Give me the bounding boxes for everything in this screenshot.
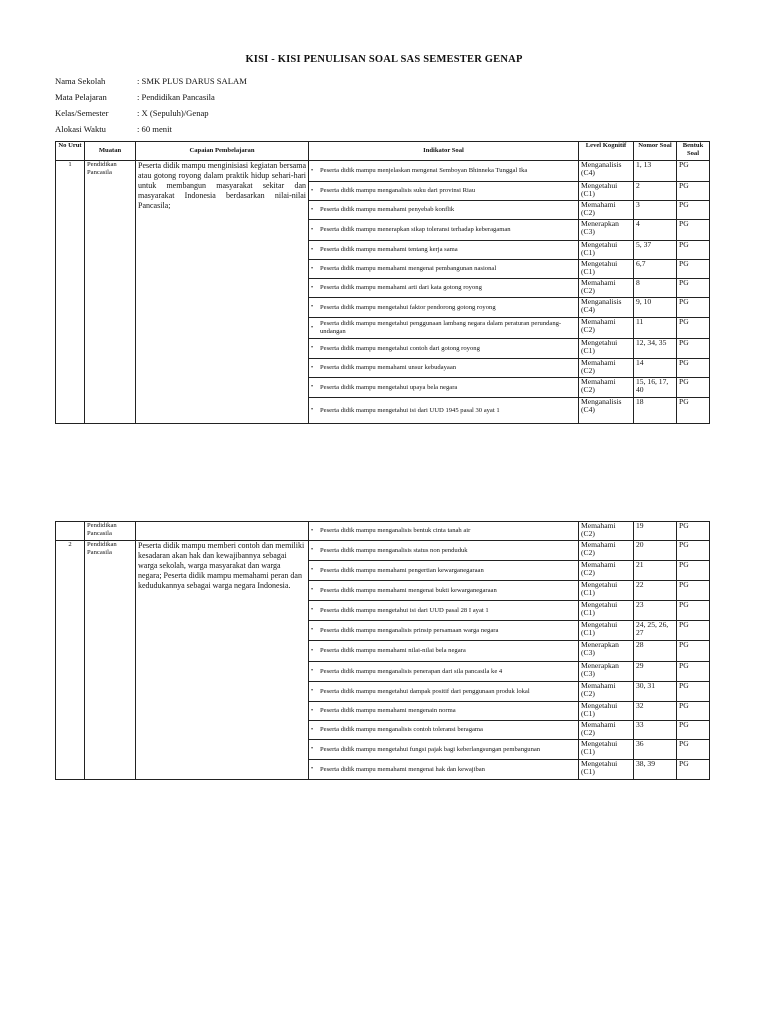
bullet-icon: • <box>311 246 314 253</box>
nomor-cell: 4 <box>634 220 677 241</box>
level-cell: Mengetahui (C1) <box>579 241 634 260</box>
nomor-cell: 20 <box>634 541 677 561</box>
meta-row-school <box>55 76 247 92</box>
level-cell: Mengetahui (C1) <box>579 760 634 780</box>
capaian-cell-empty <box>136 522 309 541</box>
level-cell: Memahami (C2) <box>579 561 634 581</box>
bentuk-cell: PG <box>677 241 710 260</box>
indicator-item <box>311 345 576 353</box>
indicator-cell <box>309 398 579 424</box>
bentuk-cell: PG <box>677 662 710 682</box>
meta-row-class <box>55 108 247 124</box>
table-row <box>56 522 710 541</box>
table-row <box>56 541 710 561</box>
bullet-icon: • <box>311 384 314 391</box>
nomor-cell: 2 <box>634 182 677 201</box>
level-cell: Memahami (C2) <box>579 522 634 541</box>
indicator-cell <box>309 621 579 641</box>
meta-label: Nama Sekolah <box>55 76 106 86</box>
bentuk-cell: PG <box>677 318 710 339</box>
indicator-cell <box>309 740 579 760</box>
indicator-text: Peserta didik mampu menganalisis contoh toleransi beragama <box>320 726 483 734</box>
indicator-item <box>311 167 576 175</box>
bullet-icon: • <box>311 766 314 773</box>
indicator-item <box>311 627 576 635</box>
indicator-item <box>311 226 576 234</box>
level-cell: Mengetahui (C1) <box>579 581 634 601</box>
indicator-cell <box>309 161 579 182</box>
indicator-item <box>311 384 576 392</box>
nomor-cell: 15, 16, 17, 40 <box>634 378 677 398</box>
indicator-cell <box>309 601 579 621</box>
level-cell: Mengetahui (C1) <box>579 702 634 721</box>
indicator-item <box>311 607 576 615</box>
meta-value: : 60 menit <box>137 124 172 134</box>
indicator-text: Peserta didik mampu menganalisis prinsip persamaan warga negara <box>320 626 499 634</box>
header-level: Level Kognitif <box>579 142 634 161</box>
nomor-cell: 14 <box>634 359 677 378</box>
indicator-text: Peserta didik mampu menerapkan sikap toleransi terhadap keberagaman <box>320 226 511 234</box>
bullet-icon: • <box>311 587 314 594</box>
table-row <box>56 161 710 182</box>
meta-value: : SMK PLUS DARUS SALAM <box>137 76 247 86</box>
document-meta <box>55 76 247 140</box>
indicator-text: Peserta didik mampu mengetahui penggunaan lambang negara dalam peraturan perundang-undangan <box>320 320 562 335</box>
bentuk-cell: PG <box>677 581 710 601</box>
bullet-icon: • <box>311 226 314 233</box>
bullet-icon: • <box>311 647 314 654</box>
indicator-text: Peserta didik mampu memahami arti dari kata gotong royong <box>320 284 482 292</box>
indicator-text: Peserta didik mampu mengetahui fungsi pajak bagi keberlangsungan pembangunan <box>320 745 541 753</box>
indicator-item <box>311 707 576 715</box>
bullet-icon: • <box>311 265 314 272</box>
bentuk-cell: PG <box>677 201 710 220</box>
bullet-icon: • <box>311 324 314 331</box>
indicator-text: Peserta didik mampu menganalisis penerapan dari sila pancasila ke 4 <box>320 667 503 675</box>
indicator-cell <box>309 182 579 201</box>
bentuk-cell: PG <box>677 561 710 581</box>
indicator-text: Peserta didik mampu memahami mengenai pembangunan nasional <box>320 265 497 273</box>
grid-table-1 <box>55 141 710 424</box>
bentuk-cell: PG <box>677 760 710 780</box>
bentuk-cell: PG <box>677 220 710 241</box>
nomor-cell: 19 <box>634 522 677 541</box>
meta-row-subject <box>55 92 247 108</box>
indicator-cell <box>309 541 579 561</box>
nomor-cell: 5, 37 <box>634 241 677 260</box>
table-header-row <box>56 142 710 161</box>
nomor-cell: 30, 31 <box>634 682 677 702</box>
level-cell: Memahami (C2) <box>579 541 634 561</box>
bentuk-cell: PG <box>677 161 710 182</box>
level-cell: Memahami (C2) <box>579 378 634 398</box>
bullet-icon: • <box>311 407 314 414</box>
indicator-text: Peserta didik mampu memahami tentang kerja sama <box>320 246 458 254</box>
indicator-item <box>311 246 576 254</box>
indicator-item <box>311 688 576 696</box>
indicator-text: Peserta didik mampu mengetahui isi dari UUD 1945 pasal 30 ayat 1 <box>320 406 500 414</box>
nomor-cell: 11 <box>634 318 677 339</box>
bullet-icon: • <box>311 688 314 695</box>
indicator-cell <box>309 201 579 220</box>
nomor-cell: 21 <box>634 561 677 581</box>
header-no: No Urut <box>56 142 85 161</box>
bentuk-cell: PG <box>677 279 710 298</box>
level-cell: Memahami (C2) <box>579 721 634 740</box>
indicator-cell <box>309 339 579 359</box>
bentuk-cell: PG <box>677 298 710 318</box>
indicator-cell <box>309 581 579 601</box>
row-number-empty <box>56 522 85 541</box>
meta-value: : Pendidikan Pancasila <box>137 92 215 102</box>
level-cell: Menerapkan (C3) <box>579 220 634 241</box>
nomor-cell: 29 <box>634 662 677 682</box>
indicator-text: Peserta didik mampu menjelaskan mengenai Semboyan Bhinneka Tunggal Ika <box>320 167 528 175</box>
indicator-item <box>311 304 576 312</box>
nomor-cell: 1, 13 <box>634 161 677 182</box>
indicator-text: Peserta didik mampu mengetahui faktor pendorong gotong royong <box>320 303 496 311</box>
indicator-item <box>311 265 576 273</box>
nomor-cell: 12, 34, 35 <box>634 339 677 359</box>
muatan-cell: Pendidikan Pancasila <box>85 541 136 780</box>
bentuk-cell: PG <box>677 359 710 378</box>
bentuk-cell: PG <box>677 182 710 201</box>
level-cell: Memahami (C2) <box>579 279 634 298</box>
level-cell: Memahami (C2) <box>579 318 634 339</box>
indicator-cell <box>309 318 579 339</box>
header-muatan: Muatan <box>85 142 136 161</box>
indicator-text: Peserta didik mampu menganalisis bentuk cinta tanah air <box>320 527 471 535</box>
bentuk-cell: PG <box>677 541 710 561</box>
indicator-cell <box>309 721 579 740</box>
muatan-cell: Pendidikan Pancasila <box>85 161 136 424</box>
bullet-icon: • <box>311 668 314 675</box>
nomor-cell: 8 <box>634 279 677 298</box>
indicator-item <box>311 320 576 335</box>
level-cell: Mengetahui (C1) <box>579 260 634 279</box>
indicator-cell <box>309 760 579 780</box>
level-cell: Memahami (C2) <box>579 359 634 378</box>
meta-value: : X (Sepuluh)/Genap <box>137 108 209 118</box>
bentuk-cell: PG <box>677 339 710 359</box>
bullet-icon: • <box>311 726 314 733</box>
indicator-item <box>311 364 576 372</box>
nomor-cell: 6,7 <box>634 260 677 279</box>
level-cell: Mengetahui (C1) <box>579 621 634 641</box>
indicator-text: Peserta didik mampu memahami penyebab konflik <box>320 206 455 214</box>
indicator-cell <box>309 241 579 260</box>
indicator-text: Peserta didik mampu memahami mengenain norma <box>320 707 456 715</box>
indicator-text: Peserta didik mampu mengetahui contoh dari gotong royong <box>320 344 480 352</box>
indicator-text: Peserta didik mampu mengetahui isi dari UUD pasal 28 I ayat 1 <box>320 606 489 614</box>
indicator-item <box>311 284 576 292</box>
indicator-text: Peserta didik mampu memahami mengenai bukti kewarganegaraan <box>320 586 497 594</box>
indicator-cell <box>309 378 579 398</box>
bentuk-cell: PG <box>677 682 710 702</box>
header-nomor: Nomor Soal <box>634 142 677 161</box>
level-cell: Menganalisis (C4) <box>579 398 634 424</box>
indicator-text: Peserta didik mampu memahami unsur kebudayaan <box>320 364 457 372</box>
bullet-icon: • <box>311 567 314 574</box>
nomor-cell: 24, 25, 26, 27 <box>634 621 677 641</box>
bullet-icon: • <box>311 284 314 291</box>
nomor-cell: 18 <box>634 398 677 424</box>
bentuk-cell: PG <box>677 522 710 541</box>
indicator-cell <box>309 702 579 721</box>
indicator-cell <box>309 662 579 682</box>
indicator-text: Peserta didik mampu memahami nilai-nilai bela negara <box>320 647 466 655</box>
indicator-item <box>311 746 576 754</box>
row-number: 1 <box>56 161 85 424</box>
bullet-icon: • <box>311 364 314 371</box>
indicator-item <box>311 668 576 676</box>
indicator-cell <box>309 522 579 541</box>
indicator-text: Peserta didik mampu mengetahui upaya bela negara <box>320 383 458 391</box>
bullet-icon: • <box>311 746 314 753</box>
nomor-cell: 38, 39 <box>634 760 677 780</box>
indicator-cell <box>309 220 579 241</box>
bullet-icon: • <box>311 187 314 194</box>
indicator-item <box>311 187 576 195</box>
bullet-icon: • <box>311 707 314 714</box>
bullet-icon: • <box>311 607 314 614</box>
bullet-icon: • <box>311 345 314 352</box>
bullet-icon: • <box>311 627 314 634</box>
bentuk-cell: PG <box>677 621 710 641</box>
meta-label: Mata Pelajaran <box>55 92 107 102</box>
bentuk-cell: PG <box>677 260 710 279</box>
indicator-text: Peserta didik mampu mengetahui dampak positif dari penggunaan produk lokal <box>320 687 530 695</box>
nomor-cell: 23 <box>634 601 677 621</box>
bentuk-cell: PG <box>677 721 710 740</box>
bentuk-cell: PG <box>677 601 710 621</box>
indicator-cell <box>309 641 579 662</box>
bentuk-cell: PG <box>677 378 710 398</box>
indicator-item <box>311 726 576 734</box>
meta-row-time <box>55 124 247 140</box>
nomor-cell: 33 <box>634 721 677 740</box>
meta-label: Kelas/Semester <box>55 108 109 118</box>
bullet-icon: • <box>311 304 314 311</box>
grid-table-2 <box>55 521 710 780</box>
bullet-icon: • <box>311 527 314 534</box>
indicator-item <box>311 527 576 535</box>
indicator-item <box>311 206 576 214</box>
indicator-text: Peserta didik mampu menganalisis status non penduduk <box>320 546 468 554</box>
indicator-cell <box>309 260 579 279</box>
indicator-item <box>311 587 576 595</box>
document-title: KISI - KISI PENULISAN SOAL SAS SEMESTER GENAP <box>245 54 523 65</box>
level-cell: Memahami (C2) <box>579 201 634 220</box>
capaian-cell: Peserta didik mampu memberi contoh dan memiliki kesadaran akan hak dan kewajibannya sebagai warga sekolah, warga masyarakat dan warga negara; Peserta didik mampu memahami peran dan kedudukannya sebagai warga negara Indonesia. <box>136 541 309 780</box>
bentuk-cell: PG <box>677 398 710 424</box>
indicator-cell <box>309 298 579 318</box>
level-cell: Mengetahui (C1) <box>579 339 634 359</box>
indicator-cell <box>309 279 579 298</box>
header-indikator: Indikator Soal <box>309 142 579 161</box>
level-cell: Mengetahui (C1) <box>579 601 634 621</box>
indicator-cell <box>309 682 579 702</box>
indicator-item <box>311 547 576 555</box>
level-cell: Menerapkan (C3) <box>579 662 634 682</box>
indicator-text: Peserta didik mampu memahami pengertian kewarganegaraan <box>320 566 484 574</box>
header-capaian: Capaian Pembelajaran <box>136 142 309 161</box>
indicator-item <box>311 766 576 774</box>
nomor-cell: 36 <box>634 740 677 760</box>
nomor-cell: 22 <box>634 581 677 601</box>
indicator-cell <box>309 359 579 378</box>
indicator-item <box>311 647 576 655</box>
header-bentuk: Bentuk Soal <box>677 142 710 161</box>
level-cell: Menganalisis (C4) <box>579 161 634 182</box>
meta-label: Alokasi Waktu <box>55 124 106 134</box>
capaian-cell: Peserta didik mampu menginisiasi kegiatan bersama atau gotong royong dalam praktik hidup sehari-hari untuk membangun masyarakat sekitar dan masyarakat Indonesia berdasarkan nilai-nilai Pancasila; <box>136 161 309 424</box>
row-number: 2 <box>56 541 85 780</box>
indicator-text: Peserta didik mampu memahami mengenai hak dan kewajiban <box>320 765 485 773</box>
bullet-icon: • <box>311 547 314 554</box>
bullet-icon: • <box>311 206 314 213</box>
bentuk-cell: PG <box>677 740 710 760</box>
nomor-cell: 9, 10 <box>634 298 677 318</box>
indicator-cell <box>309 561 579 581</box>
indicator-item <box>311 567 576 575</box>
level-cell: Menganalisis (C4) <box>579 298 634 318</box>
indicator-text: Peserta didik mampu menganalisis suku dari provinsi Riau <box>320 187 476 195</box>
level-cell: Mengetahui (C1) <box>579 740 634 760</box>
nomor-cell: 32 <box>634 702 677 721</box>
bullet-icon: • <box>311 167 314 174</box>
bentuk-cell: PG <box>677 702 710 721</box>
level-cell: Memahami (C2) <box>579 682 634 702</box>
muatan-cell: Pendidikan Pancasila <box>85 522 136 541</box>
indicator-item <box>311 407 576 415</box>
nomor-cell: 3 <box>634 201 677 220</box>
level-cell: Menerapkan (C3) <box>579 641 634 662</box>
level-cell: Mengetahui (C1) <box>579 182 634 201</box>
bentuk-cell: PG <box>677 641 710 662</box>
nomor-cell: 28 <box>634 641 677 662</box>
